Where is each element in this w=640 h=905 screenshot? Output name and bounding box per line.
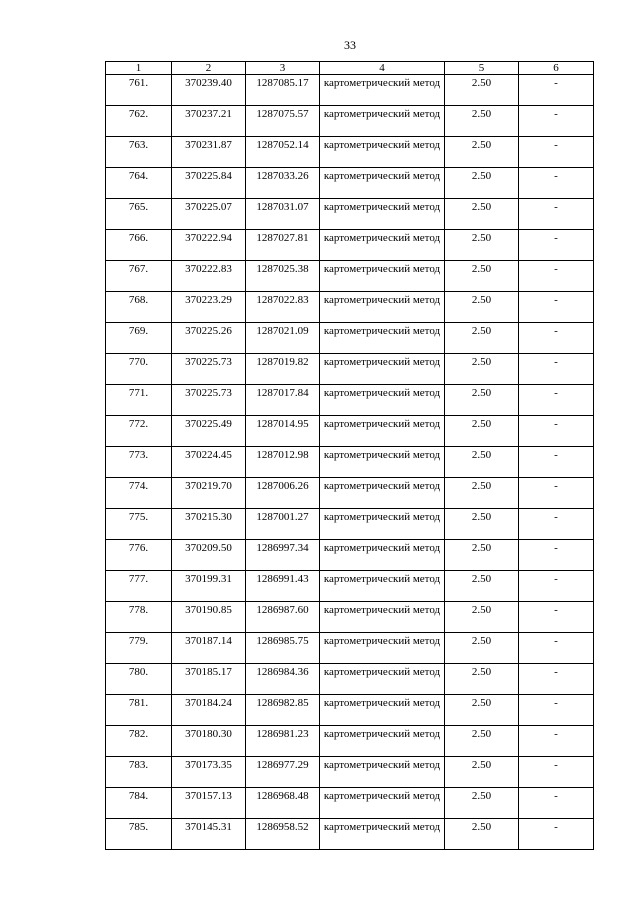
column-header-6: 6 [519,62,594,75]
cell-note: - [519,75,594,106]
cell-note: - [519,571,594,602]
cell-point-number: 784. [106,788,172,819]
cell-x-coordinate: 370225.73 [172,354,246,385]
cell-x-coordinate: 370225.07 [172,199,246,230]
cell-point-number: 764. [106,168,172,199]
cell-accuracy: 2.50 [445,354,519,385]
cell-accuracy: 2.50 [445,261,519,292]
cell-y-coordinate: 1286968.48 [246,788,320,819]
cell-method: картометрический метод [320,447,445,478]
cell-point-number: 782. [106,726,172,757]
cell-x-coordinate: 370225.84 [172,168,246,199]
cell-point-number: 761. [106,75,172,106]
cell-note: - [519,385,594,416]
cell-note: - [519,757,594,788]
table-row [106,137,594,168]
table-row [106,819,594,850]
cell-y-coordinate: 1286977.29 [246,757,320,788]
cell-method: картометрический метод [320,230,445,261]
cell-y-coordinate: 1287021.09 [246,323,320,354]
cell-accuracy: 2.50 [445,571,519,602]
cell-point-number: 777. [106,571,172,602]
cell-y-coordinate: 1286981.23 [246,726,320,757]
cell-accuracy: 2.50 [445,633,519,664]
cell-point-number: 785. [106,819,172,850]
cell-x-coordinate: 370145.31 [172,819,246,850]
column-header-4: 4 [320,62,445,75]
table-row [106,323,594,354]
cell-note: - [519,168,594,199]
cell-point-number: 775. [106,509,172,540]
cell-y-coordinate: 1286984.36 [246,664,320,695]
table-row [106,385,594,416]
cell-point-number: 771. [106,385,172,416]
cell-x-coordinate: 370225.26 [172,323,246,354]
table-row [106,509,594,540]
cell-method: картометрический метод [320,385,445,416]
cell-point-number: 767. [106,261,172,292]
cell-point-number: 772. [106,416,172,447]
cell-y-coordinate: 1287052.14 [246,137,320,168]
cell-note: - [519,819,594,850]
table-row [106,292,594,323]
cell-note: - [519,447,594,478]
cell-y-coordinate: 1287012.98 [246,447,320,478]
cell-x-coordinate: 370157.13 [172,788,246,819]
cell-method: картометрический метод [320,416,445,447]
header-row [106,62,594,75]
cell-accuracy: 2.50 [445,106,519,137]
cell-method: картометрический метод [320,354,445,385]
cell-y-coordinate: 1287085.17 [246,75,320,106]
cell-point-number: 770. [106,354,172,385]
cell-point-number: 776. [106,540,172,571]
cell-method: картометрический метод [320,509,445,540]
cell-method: картометрический метод [320,75,445,106]
cell-point-number: 765. [106,199,172,230]
cell-method: картометрический метод [320,757,445,788]
table-row [106,540,594,571]
cell-note: - [519,323,594,354]
cell-y-coordinate: 1287001.27 [246,509,320,540]
table-row [106,447,594,478]
cell-accuracy: 2.50 [445,137,519,168]
cell-method: картометрический метод [320,819,445,850]
cell-x-coordinate: 370209.50 [172,540,246,571]
cell-y-coordinate: 1287033.26 [246,168,320,199]
cell-x-coordinate: 370215.30 [172,509,246,540]
table-row [106,106,594,137]
cell-x-coordinate: 370223.29 [172,292,246,323]
cell-note: - [519,230,594,261]
table-header [106,62,594,75]
cell-accuracy: 2.50 [445,726,519,757]
cell-method: картометрический метод [320,633,445,664]
table-row [106,726,594,757]
cell-y-coordinate: 1287019.82 [246,354,320,385]
cell-point-number: 779. [106,633,172,664]
cell-x-coordinate: 370225.73 [172,385,246,416]
cell-accuracy: 2.50 [445,385,519,416]
cell-method: картометрический метод [320,788,445,819]
cell-accuracy: 2.50 [445,757,519,788]
cell-point-number: 763. [106,137,172,168]
cell-note: - [519,540,594,571]
column-header-1: 1 [106,62,172,75]
cell-note: - [519,478,594,509]
cell-y-coordinate: 1286982.85 [246,695,320,726]
cell-y-coordinate: 1287014.95 [246,416,320,447]
cell-y-coordinate: 1286987.60 [246,602,320,633]
cell-note: - [519,416,594,447]
cell-y-coordinate: 1287031.07 [246,199,320,230]
table-row [106,478,594,509]
cell-note: - [519,726,594,757]
cell-note: - [519,788,594,819]
cell-y-coordinate: 1287027.81 [246,230,320,261]
cell-y-coordinate: 1286991.43 [246,571,320,602]
cell-x-coordinate: 370219.70 [172,478,246,509]
cell-y-coordinate: 1286985.75 [246,633,320,664]
cell-note: - [519,695,594,726]
table-row [106,230,594,261]
cell-point-number: 766. [106,230,172,261]
table-row [106,633,594,664]
cell-note: - [519,354,594,385]
cell-point-number: 774. [106,478,172,509]
cell-x-coordinate: 370237.21 [172,106,246,137]
cell-accuracy: 2.50 [445,199,519,230]
cell-method: картометрический метод [320,571,445,602]
cell-method: картометрический метод [320,664,445,695]
cell-accuracy: 2.50 [445,788,519,819]
table-row [106,757,594,788]
table-row [106,199,594,230]
cell-y-coordinate: 1287017.84 [246,385,320,416]
cell-point-number: 768. [106,292,172,323]
cell-accuracy: 2.50 [445,292,519,323]
table-row [106,168,594,199]
cell-accuracy: 2.50 [445,478,519,509]
cell-y-coordinate: 1286997.34 [246,540,320,571]
table-row [106,75,594,106]
cell-point-number: 773. [106,447,172,478]
cell-y-coordinate: 1287006.26 [246,478,320,509]
cell-method: картометрический метод [320,292,445,323]
cell-accuracy: 2.50 [445,416,519,447]
cell-method: картометрический метод [320,478,445,509]
cell-note: - [519,199,594,230]
cell-y-coordinate: 1286958.52 [246,819,320,850]
cell-method: картометрический метод [320,199,445,230]
cell-x-coordinate: 370239.40 [172,75,246,106]
cell-note: - [519,602,594,633]
cell-x-coordinate: 370231.87 [172,137,246,168]
cell-method: картометрический метод [320,323,445,354]
cell-x-coordinate: 370190.85 [172,602,246,633]
cell-accuracy: 2.50 [445,168,519,199]
table-row [106,354,594,385]
cell-note: - [519,509,594,540]
cell-method: картометрический метод [320,695,445,726]
cell-x-coordinate: 370222.94 [172,230,246,261]
cell-x-coordinate: 370185.17 [172,664,246,695]
cell-note: - [519,106,594,137]
column-header-3: 3 [246,62,320,75]
cell-method: картометрический метод [320,137,445,168]
cell-method: картометрический метод [320,168,445,199]
cell-x-coordinate: 370173.35 [172,757,246,788]
cell-accuracy: 2.50 [445,664,519,695]
cell-x-coordinate: 370224.45 [172,447,246,478]
cell-accuracy: 2.50 [445,447,519,478]
table-row [106,695,594,726]
cell-point-number: 769. [106,323,172,354]
cell-x-coordinate: 370199.31 [172,571,246,602]
table-row [106,602,594,633]
cell-y-coordinate: 1287025.38 [246,261,320,292]
column-header-5: 5 [445,62,519,75]
cell-method: картометрический метод [320,261,445,292]
cell-method: картометрический метод [320,726,445,757]
cell-method: картометрический метод [320,106,445,137]
cell-point-number: 781. [106,695,172,726]
table-row [106,571,594,602]
cell-method: картометрический метод [320,540,445,571]
cell-note: - [519,664,594,695]
cell-accuracy: 2.50 [445,75,519,106]
cell-accuracy: 2.50 [445,230,519,261]
cell-accuracy: 2.50 [445,602,519,633]
page-number: 33 [344,38,356,52]
cell-note: - [519,261,594,292]
cell-y-coordinate: 1287075.57 [246,106,320,137]
cell-x-coordinate: 370225.49 [172,416,246,447]
cell-point-number: 762. [106,106,172,137]
column-header-2: 2 [172,62,246,75]
cell-x-coordinate: 370222.83 [172,261,246,292]
table-row [106,788,594,819]
cell-accuracy: 2.50 [445,695,519,726]
cell-point-number: 778. [106,602,172,633]
cell-accuracy: 2.50 [445,540,519,571]
cell-accuracy: 2.50 [445,509,519,540]
cell-x-coordinate: 370184.24 [172,695,246,726]
cell-accuracy: 2.50 [445,323,519,354]
table-row [106,664,594,695]
cell-note: - [519,137,594,168]
table-row [106,261,594,292]
coordinates-table [105,61,594,850]
cell-point-number: 783. [106,757,172,788]
table-row [106,416,594,447]
cell-x-coordinate: 370180.30 [172,726,246,757]
cell-accuracy: 2.50 [445,819,519,850]
cell-y-coordinate: 1287022.83 [246,292,320,323]
cell-point-number: 780. [106,664,172,695]
table-body [106,75,594,850]
cell-x-coordinate: 370187.14 [172,633,246,664]
cell-note: - [519,633,594,664]
cell-method: картометрический метод [320,602,445,633]
cell-note: - [519,292,594,323]
